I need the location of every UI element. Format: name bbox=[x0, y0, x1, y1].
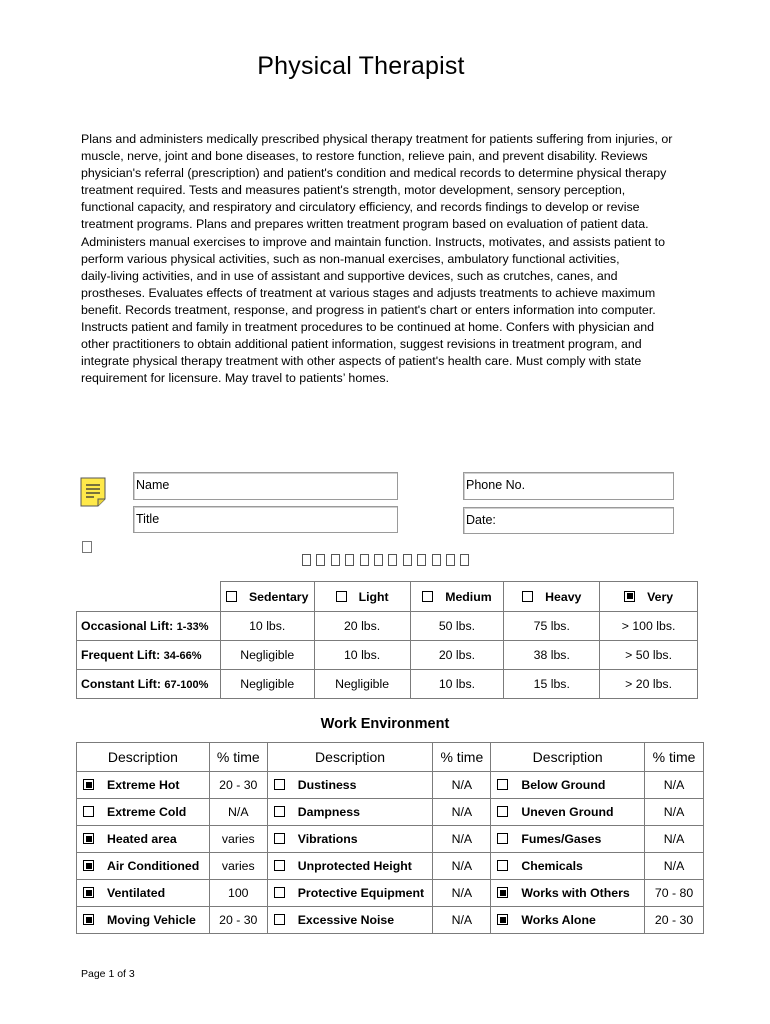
description-line: treatment required. Tests and measures patient's strength, motor development, sensory perception, bbox=[81, 183, 626, 198]
missing-glyph-box bbox=[82, 541, 92, 553]
lift-level-heavy[interactable] bbox=[504, 582, 600, 612]
env-item-label: Excessive Noise bbox=[297, 913, 395, 927]
checkbox[interactable] bbox=[226, 591, 237, 602]
checkbox-checked[interactable] bbox=[83, 779, 94, 790]
env-header-row bbox=[77, 743, 704, 772]
lift-cell: 10 lbs. bbox=[410, 670, 504, 699]
env-item-label: Works Alone bbox=[521, 913, 596, 927]
checkbox[interactable] bbox=[522, 591, 533, 602]
env-col-time: % time bbox=[645, 743, 704, 772]
lift-row-label bbox=[77, 612, 221, 641]
env-item[interactable] bbox=[267, 799, 433, 826]
env-row bbox=[77, 772, 704, 799]
description-line: Administers manual exercises to improve and maintain function. Instructs, motivates, and assists patient to bbox=[81, 234, 666, 249]
env-row bbox=[77, 907, 704, 934]
env-col-description: Description bbox=[267, 743, 433, 772]
env-item[interactable] bbox=[267, 826, 433, 853]
description-line: Plans and administers medically prescribed physical therapy treatment for patients suffering from injuries, or bbox=[81, 132, 673, 146]
missing-glyph bbox=[417, 554, 426, 566]
env-item[interactable] bbox=[491, 826, 645, 853]
env-time: N/A bbox=[645, 799, 704, 826]
work-environment-title: Work Environment bbox=[320, 716, 450, 732]
env-time: N/A bbox=[645, 772, 704, 799]
env-time: N/A bbox=[433, 826, 491, 853]
phone-field[interactable] bbox=[463, 472, 674, 500]
description-line: prostheses. Evaluates effects of treatment at various stages and adjusts treatments to achieve maximum bbox=[81, 285, 656, 300]
lift-cell: Negligible bbox=[314, 670, 410, 699]
checkbox[interactable] bbox=[497, 833, 508, 844]
env-col-description: Description bbox=[491, 743, 645, 772]
lift-row bbox=[77, 612, 698, 641]
env-item-label: Works with Others bbox=[521, 886, 630, 900]
missing-glyph bbox=[302, 554, 311, 566]
env-item[interactable] bbox=[77, 880, 210, 907]
lift-row-label bbox=[77, 670, 221, 699]
lift-header-blank bbox=[77, 582, 221, 612]
lift-cell: 75 lbs. bbox=[504, 612, 600, 641]
lift-level-label: Very bbox=[647, 589, 674, 604]
env-item[interactable] bbox=[77, 826, 210, 853]
env-item-label: Uneven Ground bbox=[521, 805, 614, 819]
lift-cell: Negligible bbox=[220, 670, 314, 699]
env-item-label: Dustiness bbox=[297, 778, 357, 792]
description-line: requirement for licensure. May travel to patients’ homes. bbox=[81, 371, 390, 386]
env-item-label: Protective Equipment bbox=[297, 886, 425, 900]
checkbox-checked[interactable] bbox=[83, 833, 94, 844]
description-line: integrate physical therapy treatment with other aspects of patient's health care. Must comply with state bbox=[81, 354, 642, 369]
env-item[interactable] bbox=[491, 853, 645, 880]
title-label: Title bbox=[136, 512, 160, 526]
checkbox[interactable] bbox=[422, 591, 433, 602]
missing-glyph bbox=[460, 554, 469, 566]
env-item[interactable] bbox=[491, 799, 645, 826]
env-item-label: Air Conditioned bbox=[107, 859, 200, 873]
lift-cell: 20 lbs. bbox=[410, 641, 504, 670]
checkbox[interactable] bbox=[497, 779, 508, 790]
description-line: Instructs patient and family in treatment procedures to be continued at home. Confers with physician and bbox=[81, 320, 655, 335]
lift-header-row bbox=[77, 582, 698, 612]
checkbox-checked[interactable] bbox=[497, 887, 508, 898]
lift-level-label: Sedentary bbox=[248, 589, 309, 604]
lift-level-label: Light bbox=[358, 589, 389, 604]
missing-glyph bbox=[432, 554, 441, 566]
lift-row-range: 67-100% bbox=[164, 679, 209, 691]
lift-table bbox=[76, 581, 698, 699]
env-row bbox=[77, 853, 704, 880]
env-time: N/A bbox=[433, 772, 491, 799]
lift-cell: > 20 lbs. bbox=[600, 670, 698, 699]
env-time: 100 bbox=[209, 880, 267, 907]
sticky-note-icon[interactable] bbox=[80, 477, 106, 507]
page-number: Page 1 of 3 bbox=[81, 968, 135, 980]
env-time: N/A bbox=[645, 853, 704, 880]
env-col-time: % time bbox=[433, 743, 491, 772]
missing-glyph bbox=[331, 554, 340, 566]
env-item-label: Unprotected Height bbox=[297, 859, 412, 873]
lift-row-range: 1-33% bbox=[176, 621, 209, 633]
name-label: Name bbox=[136, 478, 170, 492]
env-row bbox=[77, 799, 704, 826]
date-field[interactable] bbox=[463, 507, 674, 534]
missing-glyph bbox=[360, 554, 369, 566]
lift-row-label bbox=[77, 641, 221, 670]
env-time: 70 - 80 bbox=[645, 880, 704, 907]
description-line: treatment programs. Plans and prepares written treatment program based on evaluation of patient data. bbox=[81, 217, 649, 232]
env-time: N/A bbox=[433, 853, 491, 880]
missing-glyph bbox=[446, 554, 455, 566]
description-line: benefit. Records treatment, response, and progress in patient's chart or enters information into computer. bbox=[81, 302, 656, 317]
env-time: 20 - 30 bbox=[209, 772, 267, 799]
lift-cell: 20 lbs. bbox=[314, 612, 410, 641]
checkbox-checked[interactable] bbox=[624, 591, 635, 602]
name-field[interactable] bbox=[133, 472, 398, 500]
date-label: Date: bbox=[466, 513, 496, 527]
env-col-time: % time bbox=[209, 743, 267, 772]
checkbox[interactable] bbox=[274, 833, 285, 844]
missing-glyph bbox=[316, 554, 325, 566]
env-item[interactable] bbox=[267, 772, 433, 799]
env-time: N/A bbox=[645, 826, 704, 853]
description-line: functional capacity, and respiratory and circulatory efficiency, and records findings to develop or revise bbox=[81, 200, 640, 215]
env-item-label: Fumes/Gases bbox=[521, 832, 602, 846]
missing-glyph bbox=[374, 554, 383, 566]
lift-cell: 10 lbs. bbox=[220, 612, 314, 641]
env-item[interactable] bbox=[491, 880, 645, 907]
description-line: muscle, nerve, joint and bone diseases, to restore function, relieve pain, and prevent disability. Reviews bbox=[81, 149, 648, 164]
lift-cell: > 100 lbs. bbox=[600, 612, 698, 641]
lift-row bbox=[77, 670, 698, 699]
checkbox[interactable] bbox=[274, 887, 285, 898]
checkbox[interactable] bbox=[274, 779, 285, 790]
description-line: other practitioners to obtain additional patient information, suggest revisions in treatment program, and bbox=[81, 337, 642, 352]
env-item-label: Vibrations bbox=[297, 832, 358, 846]
env-col-description: Description bbox=[77, 743, 210, 772]
checkbox-checked[interactable] bbox=[83, 914, 94, 925]
lift-row bbox=[77, 641, 698, 670]
checkbox[interactable] bbox=[274, 914, 285, 925]
missing-glyph bbox=[345, 554, 354, 566]
checkbox[interactable] bbox=[497, 860, 508, 871]
checkbox-checked[interactable] bbox=[497, 914, 508, 925]
env-time: N/A bbox=[433, 880, 491, 907]
env-item[interactable] bbox=[77, 853, 210, 880]
missing-glyph bbox=[388, 554, 397, 566]
env-item[interactable] bbox=[77, 772, 210, 799]
env-time: N/A bbox=[433, 907, 491, 934]
work-environment-table bbox=[76, 742, 704, 934]
env-item-label: Moving Vehicle bbox=[107, 913, 196, 927]
description-line: perform various physical activities, such as non-manual exercises, ambulatory functional activities, bbox=[81, 251, 620, 266]
env-item[interactable] bbox=[491, 907, 645, 934]
phone-label: Phone No. bbox=[466, 478, 526, 492]
env-item-label: Chemicals bbox=[521, 859, 583, 873]
lift-level-label: Heavy bbox=[545, 589, 582, 604]
lift-row-name: Frequent Lift: bbox=[81, 648, 164, 662]
lift-cell: 38 lbs. bbox=[504, 641, 600, 670]
checkbox[interactable] bbox=[336, 591, 347, 602]
lift-cell: > 50 lbs. bbox=[600, 641, 698, 670]
lift-level-medium[interactable] bbox=[410, 582, 504, 612]
env-item[interactable] bbox=[77, 799, 210, 826]
checkbox[interactable] bbox=[497, 806, 508, 817]
checkbox[interactable] bbox=[274, 860, 285, 871]
env-row bbox=[77, 826, 704, 853]
env-item[interactable] bbox=[267, 907, 433, 934]
env-item[interactable] bbox=[77, 907, 210, 934]
env-item-label: Dampness bbox=[297, 805, 360, 819]
lift-level-label: Medium bbox=[445, 589, 492, 604]
env-time: 20 - 30 bbox=[209, 907, 267, 934]
lift-cell: 10 lbs. bbox=[314, 641, 410, 670]
env-item-label: Heated area bbox=[107, 832, 177, 846]
lift-cell: 50 lbs. bbox=[410, 612, 504, 641]
description-line: daily-living activities, and in use of assistant and supportive devices, such as crutches, canes, and bbox=[81, 268, 618, 283]
lift-cell: Negligible bbox=[220, 641, 314, 670]
job-description bbox=[81, 131, 691, 387]
env-row bbox=[77, 880, 704, 907]
checkbox[interactable] bbox=[83, 806, 94, 817]
lift-cell: 15 lbs. bbox=[504, 670, 600, 699]
env-time: N/A bbox=[209, 799, 267, 826]
title-field[interactable] bbox=[133, 506, 398, 533]
env-item[interactable] bbox=[267, 880, 433, 907]
env-item-label: Below Ground bbox=[521, 778, 606, 792]
env-time: varies bbox=[209, 853, 267, 880]
checkbox-checked[interactable] bbox=[83, 860, 94, 871]
description-line: physician's referral (prescription) and patient's condition and medical records to determine physical therapy bbox=[81, 166, 667, 181]
lift-row-name: Occasional Lift: bbox=[81, 619, 177, 633]
missing-glyph bbox=[403, 554, 412, 566]
env-item-label: Ventilated bbox=[107, 886, 166, 900]
checkbox-checked[interactable] bbox=[83, 887, 94, 898]
lift-level-very[interactable] bbox=[600, 582, 698, 612]
env-item[interactable] bbox=[491, 772, 645, 799]
page-title: Physical Therapist bbox=[257, 52, 465, 80]
missing-glyph-row bbox=[302, 554, 469, 566]
lift-level-sedentary[interactable] bbox=[220, 582, 314, 612]
env-time: 20 - 30 bbox=[645, 907, 704, 934]
checkbox[interactable] bbox=[274, 806, 285, 817]
env-time: varies bbox=[209, 826, 267, 853]
env-item-label: Extreme Hot bbox=[107, 778, 180, 792]
env-item-label: Extreme Cold bbox=[107, 805, 187, 819]
env-time: N/A bbox=[433, 799, 491, 826]
lift-level-light[interactable] bbox=[314, 582, 410, 612]
lift-row-range: 34-66% bbox=[163, 650, 202, 662]
lift-row-name: Constant Lift: bbox=[81, 677, 165, 691]
env-item[interactable] bbox=[267, 853, 433, 880]
